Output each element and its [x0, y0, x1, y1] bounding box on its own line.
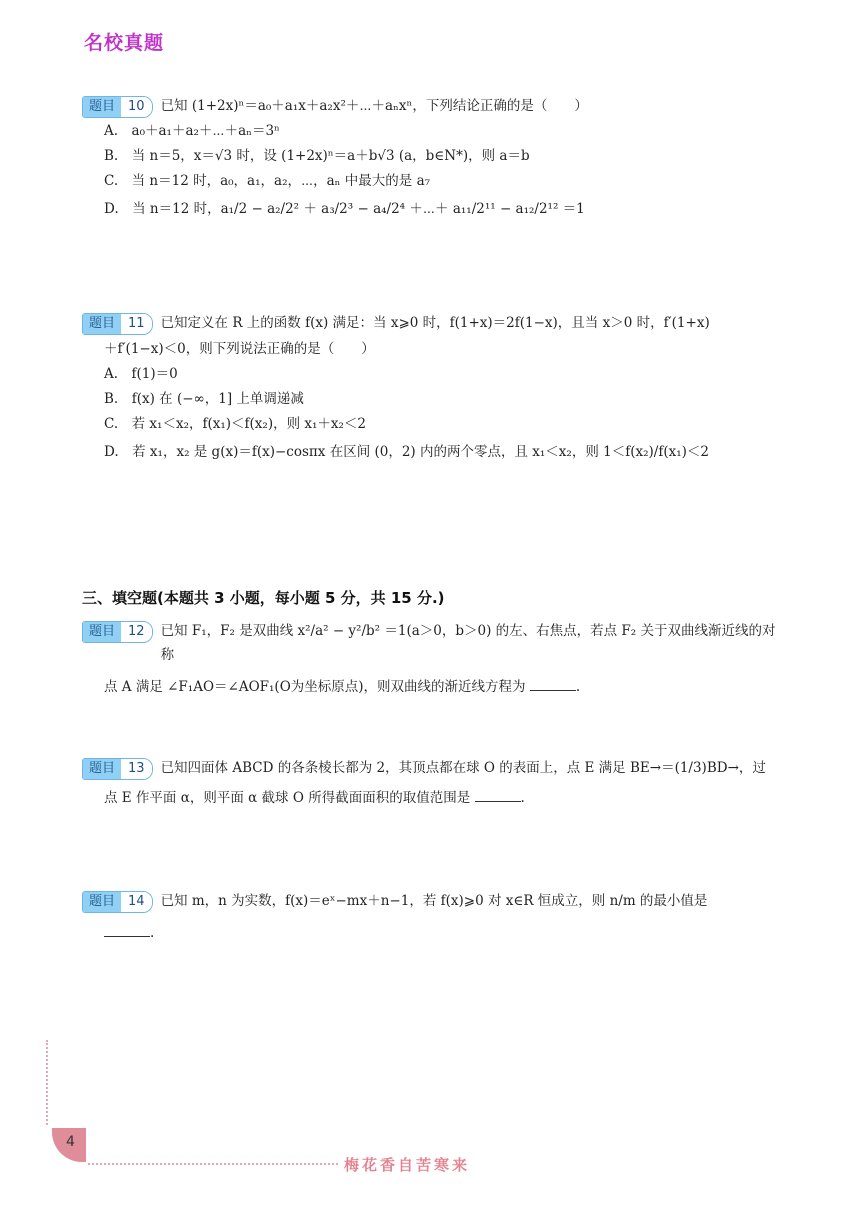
period: .: [150, 925, 155, 941]
footer-dotted-line-vertical: [46, 1040, 48, 1125]
problem-badge-number: 14: [121, 892, 152, 912]
problem-question: 已知 m，n 为实数，f(x)＝eˣ−mx＋n−1，若 f(x)⩾0 对 x∈R 恒成立，则 n/m 的最小值是: [160, 893, 708, 909]
option-d: D. 当 n＝12 时，a₁/2 − a₂/2² ＋ a₃/2³ − a₄/2⁴ ＋⋯＋ a₁₁/2¹¹ − a₁₂/2¹² ＝1: [104, 201, 585, 217]
option-c: C. 若 x₁＜x₂，f(x₁)＜f(x₂)，则 x₁＋x₂＜2: [104, 416, 367, 432]
problem-badge: [82, 313, 153, 335]
option-a: A. a₀＋a₁＋a₂＋⋯＋aₙ＝3ⁿ: [104, 123, 280, 139]
answer-blank: [530, 676, 576, 691]
footer-dotted-line-horizontal: [88, 1163, 338, 1165]
option-a: A. f(1)＝0: [104, 366, 178, 382]
problem-question-continued: [82, 921, 782, 945]
problem-badge-label: 题目: [83, 759, 121, 779]
problem-badge-label: 题目: [83, 314, 121, 334]
problem-question-continued: [82, 675, 782, 699]
page-number: 4: [66, 1134, 75, 1150]
problem-badge: [82, 891, 153, 913]
problem-badge-number: 12: [121, 622, 152, 642]
section-title: 三、填空题(本题共 3 小题，每小题 5 分，共 15 分.): [82, 589, 445, 607]
option-c: C. 当 n＝12 时，a₀，a₁，a₂，⋯，aₙ 中最大的是 a₇: [104, 173, 431, 189]
problem-badge-label: 题目: [83, 97, 121, 117]
problem-badge-label: 题目: [83, 892, 121, 912]
problem-14: [82, 889, 782, 945]
problem-badge-number: 10: [121, 97, 152, 117]
footer-motto: 梅花香自苦寒来: [344, 1156, 471, 1174]
question-text: 点 E 作平面 α，则平面 α 截球 O 所得截面面积的取值范围是: [104, 790, 471, 806]
option-b: B. 当 n＝5，x＝√3 时，设 (1+2x)ⁿ＝a＋b√3 (a，b∈N*)，则 a＝b: [104, 148, 530, 164]
option-d: D. 若 x₁，x₂ 是 g(x)＝f(x)−cosπx 在区间 (0，2) 内的两个零点，且 x₁＜x₂，则 1＜f(x₂)/f(x₁)＜2: [104, 444, 709, 460]
problem-question-continued: ＋f′(1−x)＜0，则下列说法正确的是（ ）: [104, 341, 375, 357]
problem-badge: [82, 96, 153, 118]
problem-badge-number: 11: [121, 314, 152, 334]
problem-13: [82, 756, 782, 810]
option-b: B. f(x) 在 (−∞，1] 上单调递减: [104, 391, 304, 407]
answer-blank: [104, 922, 150, 937]
problem-badge: [82, 758, 153, 780]
problem-question: 已知定义在 R 上的函数 f(x) 满足：当 x⩾0 时，f(1+x)＝2f(1−x)，且当 x＞0 时，f′(1+x): [160, 315, 710, 331]
page-header-title: 名校真题: [84, 32, 165, 54]
problem-badge-number: 13: [121, 759, 152, 779]
problem-question: 已知 (1+2x)ⁿ＝a₀＋a₁x＋a₂x²＋⋯＋aₙxⁿ，下列结论正确的是（ ）: [160, 98, 588, 114]
problem-11: [82, 311, 782, 467]
question-text: 点 A 满足 ∠F₁AO＝∠AOF₁(O为坐标原点)，则双曲线的渐近线方程为: [104, 679, 526, 695]
problem-badge: [82, 621, 153, 643]
period: .: [520, 790, 525, 806]
problem-question: 已知 F₁，F₂ 是双曲线 x²/a² − y²/b² ＝1(a＞0，b＞0) 的左、右焦点，若点 F₂ 关于双曲线渐近线的对称: [160, 623, 776, 663]
problem-10: [82, 94, 782, 224]
problem-badge-label: 题目: [83, 622, 121, 642]
problem-12: [82, 619, 782, 699]
problem-question-continued: [82, 786, 782, 810]
period: .: [575, 679, 581, 695]
problem-question: 已知四面体 ABCD 的各条棱长都为 2，其顶点都在球 O 的表面上，点 E 满足 BE→＝(1/3)BD→，过: [160, 760, 766, 776]
answer-blank: [475, 787, 521, 802]
